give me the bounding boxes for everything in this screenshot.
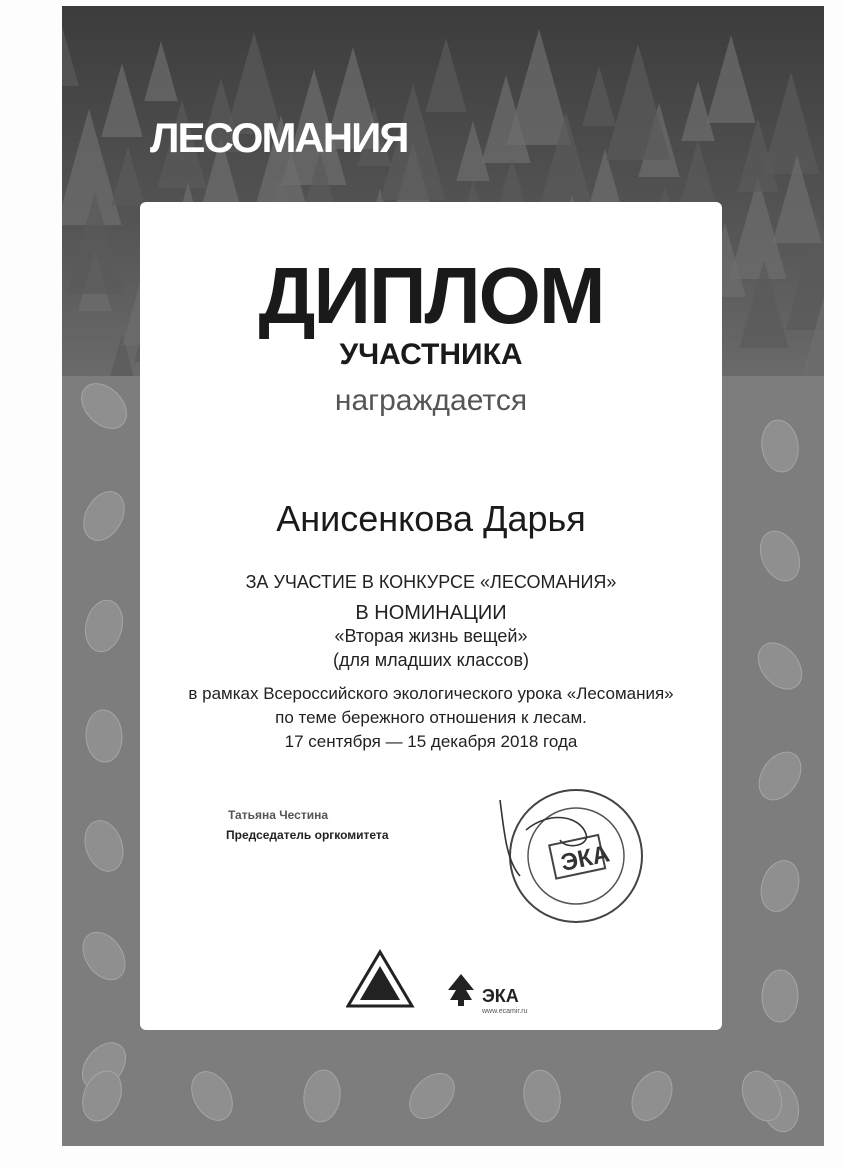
leaf-icon — [751, 744, 810, 807]
official-stamp — [490, 780, 650, 930]
leaf-icon — [73, 375, 135, 437]
leaf-icon — [79, 816, 130, 877]
leaf-icon — [753, 525, 807, 587]
leaf-icon — [76, 485, 133, 548]
leaf-icon — [759, 418, 802, 475]
brand-logo: ЛЕСОМАНИЯ — [150, 114, 408, 161]
eka-url: www.ecamir.ru — [482, 1008, 528, 1015]
leaf-icon — [761, 969, 799, 1022]
leaf-icon — [755, 856, 805, 917]
context-line-2: по теме бережного отношения к лесам. — [275, 708, 587, 727]
diploma-title: ДИПЛОМ — [258, 251, 604, 340]
category-line: (для младших классов) — [333, 650, 529, 670]
leaf-icon — [301, 1068, 343, 1124]
recipient-name: Анисенкова Дарья — [276, 498, 586, 539]
leaf-icon — [81, 597, 128, 656]
signer-name: Татьяна Честина — [228, 808, 329, 822]
eka-logo-text: ЭКА — [482, 986, 519, 1006]
nomination-title: «Вторая жизнь вещей» — [334, 626, 528, 646]
awarded-label: награждается — [334, 384, 528, 417]
leaf-icon — [183, 1064, 240, 1127]
leaf-icon — [401, 1065, 463, 1127]
participation-line: ЗА УЧАСТИЕ В КОНКУРСЕ «ЛЕСОМАНИЯ» — [245, 572, 617, 592]
eka-tree-icon — [446, 972, 476, 1008]
context-line-1: в рамках Всероссийского экологического урока «Лесомания» — [188, 684, 674, 703]
leroy-merlin-logo — [346, 948, 416, 1008]
leaf-icon — [85, 709, 124, 763]
signer-role: Председатель оргкомитета — [226, 828, 389, 842]
nomination-label: В НОМИНАЦИИ — [355, 602, 507, 624]
diploma-sheet — [62, 6, 824, 1146]
leaf-icon — [624, 1065, 680, 1128]
leaf-icon — [520, 1068, 564, 1125]
stamp-center-text: ЭКА — [558, 840, 613, 877]
leaf-icon — [749, 635, 810, 698]
leaf-icon — [74, 924, 133, 987]
diploma-card — [140, 202, 722, 1030]
dates-line: 17 сентября — 15 декабря 2018 года — [284, 732, 578, 751]
diploma-subtitle: УЧАСТНИКА — [339, 338, 523, 371]
